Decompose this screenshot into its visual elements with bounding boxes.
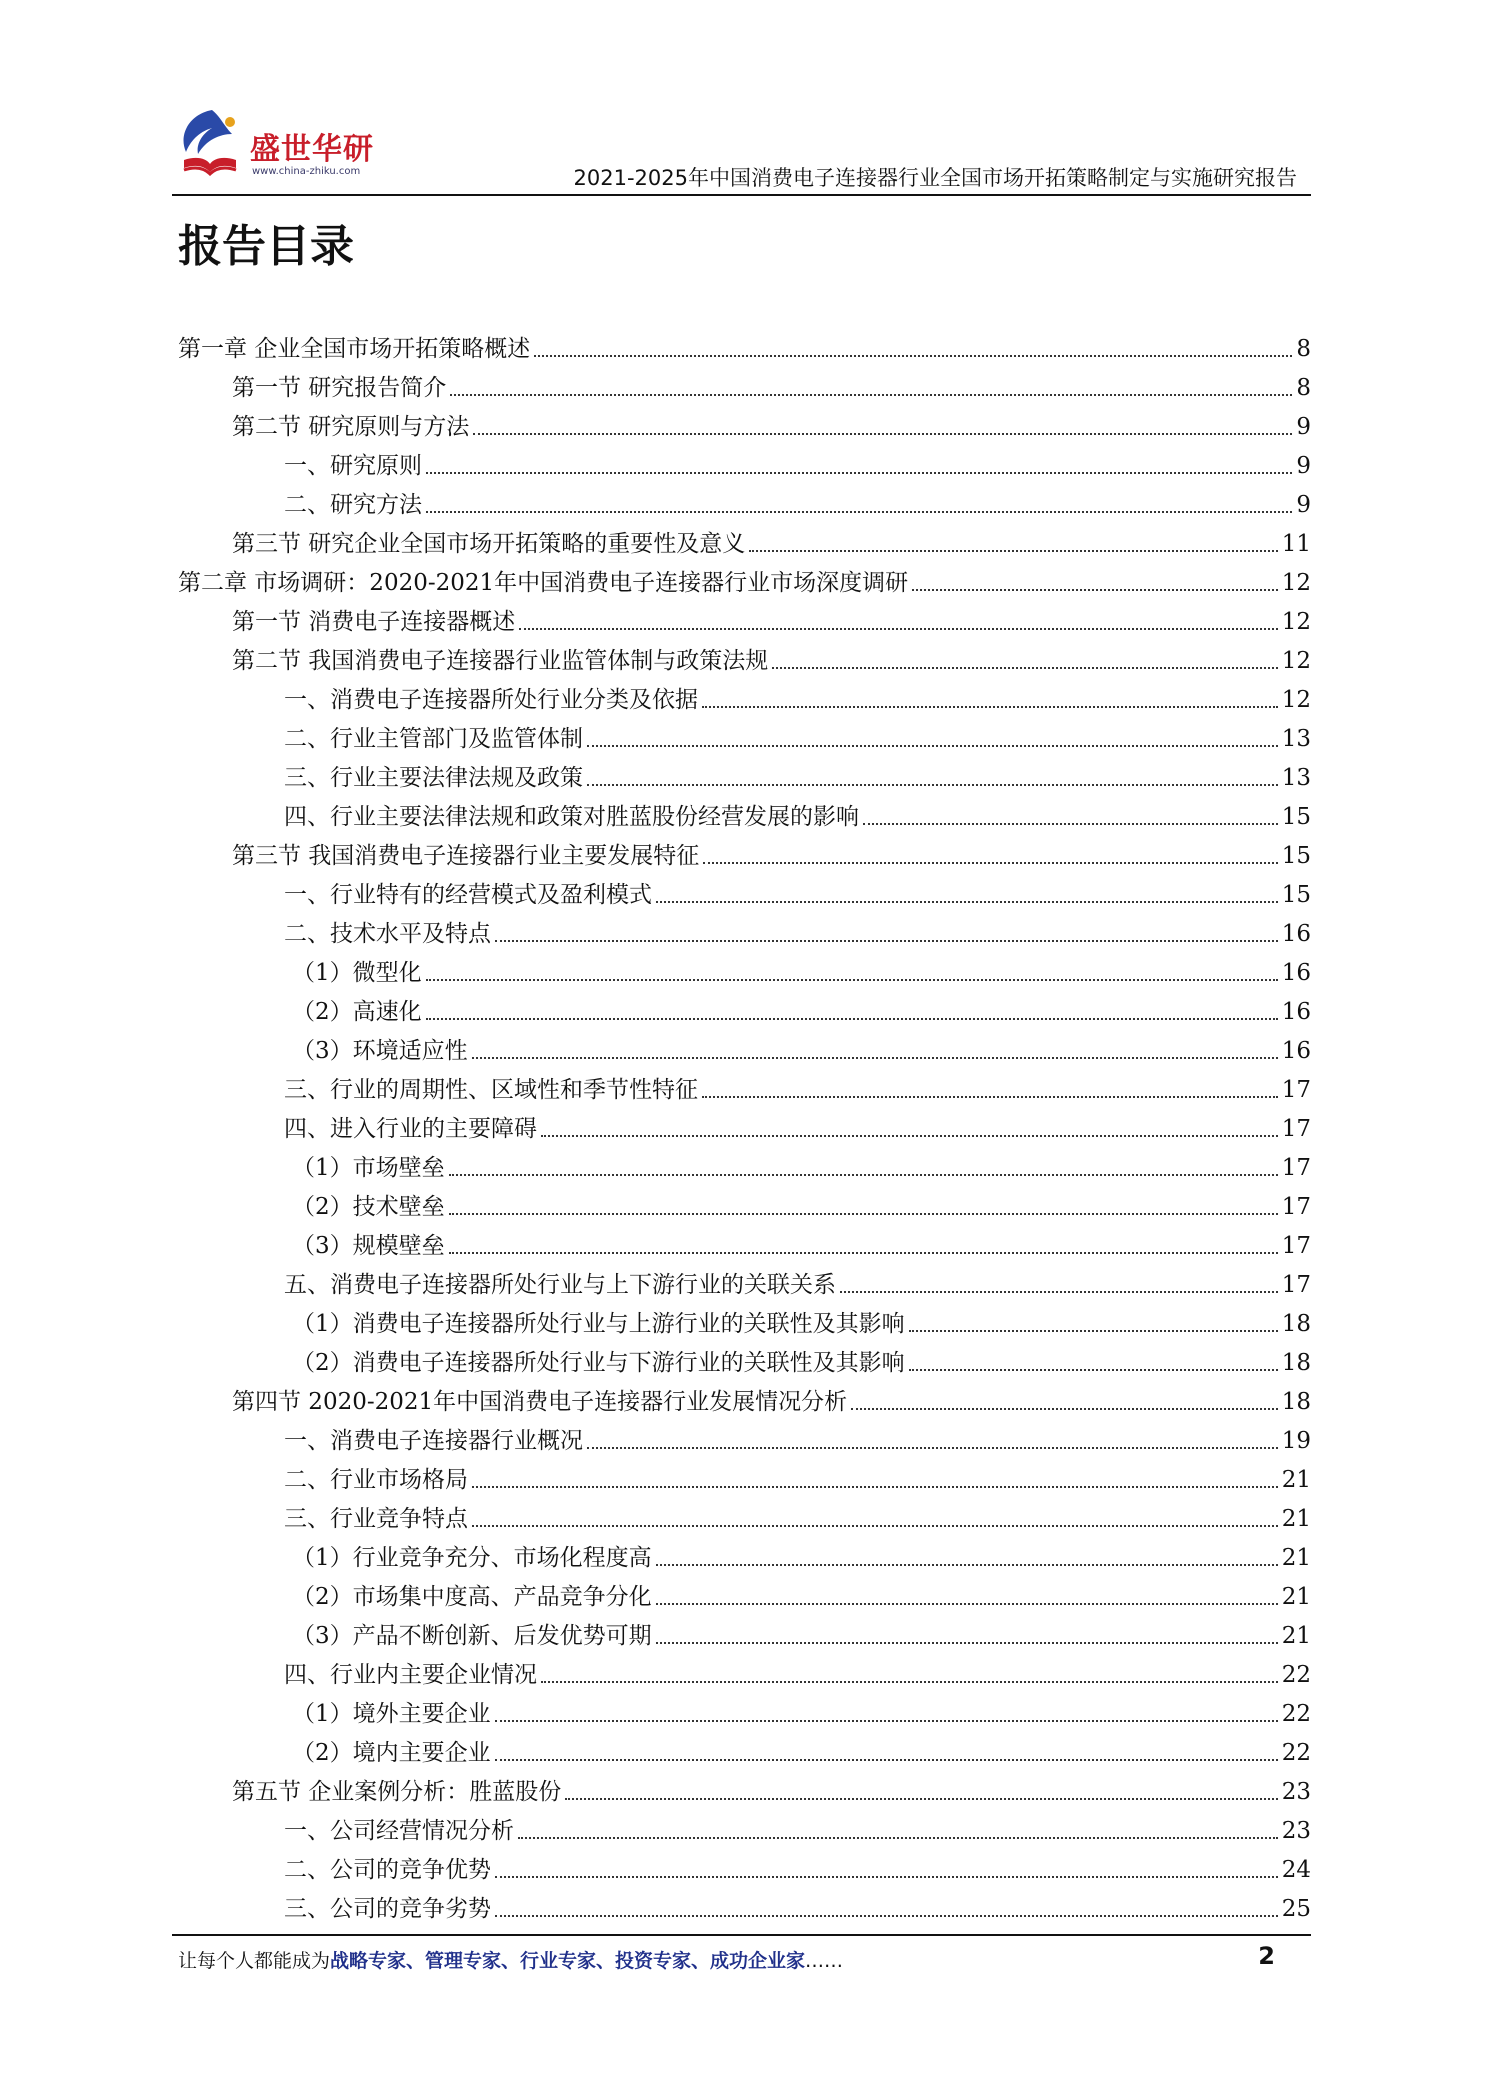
toc-entry-label: （1）消费电子连接器所处行业与上游行业的关联性及其影响 [292, 1311, 905, 1337]
toc-entry[interactable] [178, 1807, 1311, 1846]
footer-slogan [178, 1946, 843, 1973]
toc-entry-label: 二、技术水平及特点 [284, 921, 491, 947]
toc-entry-page: 22 [1281, 1740, 1311, 1766]
toc-entry-label: 第三节 研究企业全国市场开拓策略的重要性及意义 [232, 531, 746, 557]
toc-entry-label: （1）市场壁垒 [292, 1155, 445, 1181]
footer-suffix: …… [805, 1950, 844, 1972]
toc-entry-label: 二、行业主管部门及监管体制 [284, 726, 583, 752]
toc-entry-page: 15 [1281, 804, 1311, 830]
toc-dot-leader [426, 472, 1292, 474]
toc-dot-leader [473, 433, 1292, 435]
toc-entry[interactable] [178, 1144, 1311, 1183]
toc-entry-page: 18 [1281, 1311, 1311, 1337]
toc-entry[interactable] [178, 364, 1311, 403]
toc-entry[interactable] [178, 1729, 1311, 1768]
toc-entry[interactable] [178, 832, 1311, 871]
toc-entry-label: 一、公司经营情况分析 [284, 1818, 514, 1844]
toc-entry-page: 13 [1281, 726, 1311, 752]
toc-dot-leader [656, 1564, 1278, 1566]
toc-entry[interactable] [178, 1261, 1311, 1300]
toc-entry[interactable] [178, 1417, 1311, 1456]
toc-dot-leader [495, 1876, 1278, 1878]
toc-entry[interactable] [178, 1378, 1311, 1417]
toc-entry-label: （1）行业竞争充分、市场化程度高 [292, 1545, 652, 1571]
toc-entry-label: 第四节 2020-2021年中国消费电子连接器行业发展情况分析 [232, 1389, 848, 1415]
toc-entry-label: 第五节 企业案例分析：胜蓝股份 [232, 1779, 562, 1805]
toc-entry[interactable] [178, 1027, 1311, 1066]
book-swirl-icon [172, 104, 250, 182]
logo-url: www.china-zhiku.com [252, 166, 361, 177]
toc-entry-label: （1）境外主要企业 [292, 1701, 491, 1727]
toc-dot-leader [587, 784, 1278, 786]
toc-dot-leader [472, 1486, 1278, 1488]
toc-entry-page: 21 [1281, 1467, 1311, 1493]
toc-dot-leader [518, 1837, 1278, 1839]
toc-entry[interactable] [178, 1066, 1311, 1105]
toc-entry-page: 21 [1281, 1623, 1311, 1649]
toc-dot-leader [749, 550, 1277, 552]
toc-entry-page: 21 [1281, 1506, 1311, 1532]
page-number: 2 [1258, 1942, 1275, 1970]
toc-entry-page: 16 [1281, 960, 1311, 986]
toc-entry[interactable] [178, 1183, 1311, 1222]
toc-dot-leader [909, 1330, 1278, 1332]
toc-entry-label: （3）产品不断创新、后发优势可期 [292, 1623, 652, 1649]
toc-entry-page: 23 [1281, 1818, 1311, 1844]
toc-entry-label: （2）技术壁垒 [292, 1194, 445, 1220]
toc-entry-page: 19 [1281, 1428, 1311, 1454]
toc-dot-leader [863, 823, 1278, 825]
toc-dot-leader [495, 1915, 1278, 1917]
toc-entry-page: 9 [1296, 492, 1311, 518]
toc-entry-label: 三、公司的竞争劣势 [284, 1896, 491, 1922]
toc-entry-page: 12 [1281, 687, 1311, 713]
toc-entry-page: 22 [1281, 1662, 1311, 1688]
toc-entry-label: 五、消费电子连接器所处行业与上下游行业的关联关系 [284, 1272, 836, 1298]
toc-entry-page: 8 [1296, 375, 1311, 401]
footer-divider [172, 1934, 1311, 1936]
toc-entry[interactable] [178, 637, 1311, 676]
toc-entry-label: 一、消费电子连接器所处行业分类及依据 [284, 687, 698, 713]
toc-entry-page: 12 [1281, 648, 1311, 674]
toc-entry-page: 11 [1281, 531, 1311, 557]
toc-entry-label: 四、进入行业的主要障碍 [284, 1116, 537, 1142]
company-logo [172, 104, 392, 184]
toc-entry[interactable] [178, 403, 1311, 442]
toc-dot-leader [449, 1213, 1278, 1215]
toc-entry-page: 21 [1281, 1584, 1311, 1610]
toc-entry-page: 9 [1296, 414, 1311, 440]
toc-dot-leader [587, 745, 1278, 747]
toc-entry[interactable] [178, 1651, 1311, 1690]
toc-entry[interactable] [178, 1885, 1311, 1924]
toc-dot-leader [772, 667, 1277, 669]
toc-entry-label: 三、行业主要法律法规及政策 [284, 765, 583, 791]
toc-entry[interactable] [178, 1456, 1311, 1495]
toc-entry[interactable] [178, 1300, 1311, 1339]
toc-entry[interactable] [178, 1573, 1311, 1612]
toc-dot-leader [495, 1759, 1278, 1761]
toc-entry-page: 25 [1281, 1896, 1311, 1922]
toc-entry-label: 三、行业的周期性、区域性和季节性特征 [284, 1077, 698, 1103]
toc-entry[interactable] [178, 676, 1311, 715]
toc-entry-page: 16 [1281, 1038, 1311, 1064]
toc-entry[interactable] [178, 1768, 1311, 1807]
toc-entry-page: 22 [1281, 1701, 1311, 1727]
toc-entry-label: 第二节 研究原则与方法 [232, 414, 470, 440]
toc-entry[interactable] [178, 598, 1311, 637]
page-title: 报告目录 [178, 221, 354, 272]
header-divider [172, 194, 1311, 196]
toc-entry-label: （2）市场集中度高、产品竞争分化 [292, 1584, 652, 1610]
toc-dot-leader [495, 1720, 1278, 1722]
toc-dot-leader [426, 511, 1292, 513]
footer-prefix: 让每个人都能成为 [178, 1950, 331, 1972]
toc-entry-page: 17 [1281, 1272, 1311, 1298]
toc-entry-page: 9 [1296, 453, 1311, 479]
toc-entry-label: 第三节 我国消费电子连接器行业主要发展特征 [232, 843, 700, 869]
toc-entry-label: （2）消费电子连接器所处行业与下游行业的关联性及其影响 [292, 1350, 905, 1376]
toc-entry-label: 二、行业市场格局 [284, 1467, 468, 1493]
toc-entry-page: 18 [1281, 1350, 1311, 1376]
toc-dot-leader [541, 1681, 1278, 1683]
toc-dot-leader [449, 1252, 1278, 1254]
toc-entry-page: 13 [1281, 765, 1311, 791]
toc-entry-label: 二、研究方法 [284, 492, 422, 518]
toc-dot-leader [702, 1096, 1278, 1098]
toc-dot-leader [702, 706, 1278, 708]
toc-dot-leader [656, 1642, 1278, 1644]
toc-entry-page: 21 [1281, 1545, 1311, 1571]
toc-entry-label: 第二节 我国消费电子连接器行业监管体制与政策法规 [232, 648, 769, 674]
footer-highlight: 战略专家、管理专家、行业专家、投资专家、成功企业家 [330, 1950, 806, 1972]
toc-entry-page: 17 [1281, 1077, 1311, 1103]
toc-entry-page: 15 [1281, 882, 1311, 908]
toc-entry-page: 16 [1281, 921, 1311, 947]
toc-entry-label: （1）微型化 [292, 960, 422, 986]
toc-dot-leader [449, 1174, 1278, 1176]
toc-entry-page: 23 [1281, 1779, 1311, 1805]
toc-dot-leader [909, 1369, 1278, 1371]
toc-entry-label: 第二章 市场调研：2020-2021年中国消费电子连接器行业市场深度调研 [178, 570, 909, 596]
toc-dot-leader [426, 1018, 1278, 1020]
toc-entry[interactable] [178, 1612, 1311, 1651]
toc-entry[interactable] [178, 949, 1311, 988]
toc-dot-leader [472, 1057, 1278, 1059]
toc-entry-page: 24 [1281, 1857, 1311, 1883]
toc-dot-leader [541, 1135, 1278, 1137]
toc-entry[interactable] [178, 1339, 1311, 1378]
toc-entry-label: 一、研究原则 [284, 453, 422, 479]
toc-entry-label: 四、行业内主要企业情况 [284, 1662, 537, 1688]
toc-dot-leader [656, 1603, 1278, 1605]
toc-entry[interactable] [178, 871, 1311, 910]
table-of-contents [178, 325, 1311, 1924]
toc-dot-leader [565, 1798, 1277, 1800]
toc-entry-page: 17 [1281, 1116, 1311, 1142]
toc-entry[interactable] [178, 910, 1311, 949]
toc-dot-leader [519, 628, 1277, 630]
toc-entry-label: 三、行业竞争特点 [284, 1506, 468, 1532]
toc-dot-leader [450, 394, 1292, 396]
toc-dot-leader [851, 1408, 1278, 1410]
toc-entry-label: 一、行业特有的经营模式及盈利模式 [284, 882, 652, 908]
toc-entry[interactable] [178, 988, 1311, 1027]
toc-entry-page: 17 [1281, 1233, 1311, 1259]
toc-entry-page: 17 [1281, 1155, 1311, 1181]
toc-dot-leader [426, 979, 1278, 981]
toc-entry[interactable] [178, 1105, 1311, 1144]
document-title: 2021-2025年中国消费电子连接器行业全国市场开拓策略制定与实施研究报告 [573, 166, 1297, 190]
toc-dot-leader [495, 940, 1278, 942]
toc-entry-label: 第一节 消费电子连接器概述 [232, 609, 516, 635]
toc-entry-label: （2）境内主要企业 [292, 1740, 491, 1766]
toc-entry[interactable] [178, 1495, 1311, 1534]
toc-entry[interactable] [178, 481, 1311, 520]
toc-entry[interactable] [178, 1534, 1311, 1573]
toc-entry-page: 12 [1281, 609, 1311, 635]
toc-entry[interactable] [178, 793, 1311, 832]
toc-entry[interactable] [178, 559, 1311, 598]
toc-dot-leader [656, 901, 1278, 903]
toc-dot-leader [472, 1525, 1278, 1527]
toc-dot-leader [912, 589, 1278, 591]
toc-entry-label: 第一章 企业全国市场开拓策略概述 [178, 336, 531, 362]
toc-entry-page: 8 [1296, 336, 1311, 362]
toc-entry[interactable] [178, 1690, 1311, 1729]
toc-entry-label: 一、消费电子连接器行业概况 [284, 1428, 583, 1454]
toc-entry[interactable] [178, 715, 1311, 754]
toc-entry-label: （3）环境适应性 [292, 1038, 468, 1064]
toc-entry[interactable] [178, 520, 1311, 559]
toc-entry-page: 16 [1281, 999, 1311, 1025]
toc-dot-leader [587, 1447, 1278, 1449]
toc-entry-label: 四、行业主要法律法规和政策对胜蓝股份经营发展的影响 [284, 804, 859, 830]
toc-entry-label: 第一节 研究报告简介 [232, 375, 447, 401]
toc-entry-page: 18 [1281, 1389, 1311, 1415]
toc-entry-page: 15 [1281, 843, 1311, 869]
toc-dot-leader [534, 355, 1292, 357]
toc-entry-label: （3）规模壁垒 [292, 1233, 445, 1259]
toc-entry-page: 17 [1281, 1194, 1311, 1220]
toc-dot-leader [840, 1291, 1278, 1293]
toc-entry-label: 二、公司的竞争优势 [284, 1857, 491, 1883]
toc-entry[interactable] [178, 442, 1311, 481]
toc-entry[interactable] [178, 325, 1311, 364]
toc-dot-leader [703, 862, 1277, 864]
toc-entry-page: 12 [1281, 570, 1311, 596]
logo-name: 盛世华研 [250, 132, 374, 167]
toc-entry-label: （2）高速化 [292, 999, 422, 1025]
toc-entry[interactable] [178, 1846, 1311, 1885]
toc-entry[interactable] [178, 754, 1311, 793]
toc-entry[interactable] [178, 1222, 1311, 1261]
